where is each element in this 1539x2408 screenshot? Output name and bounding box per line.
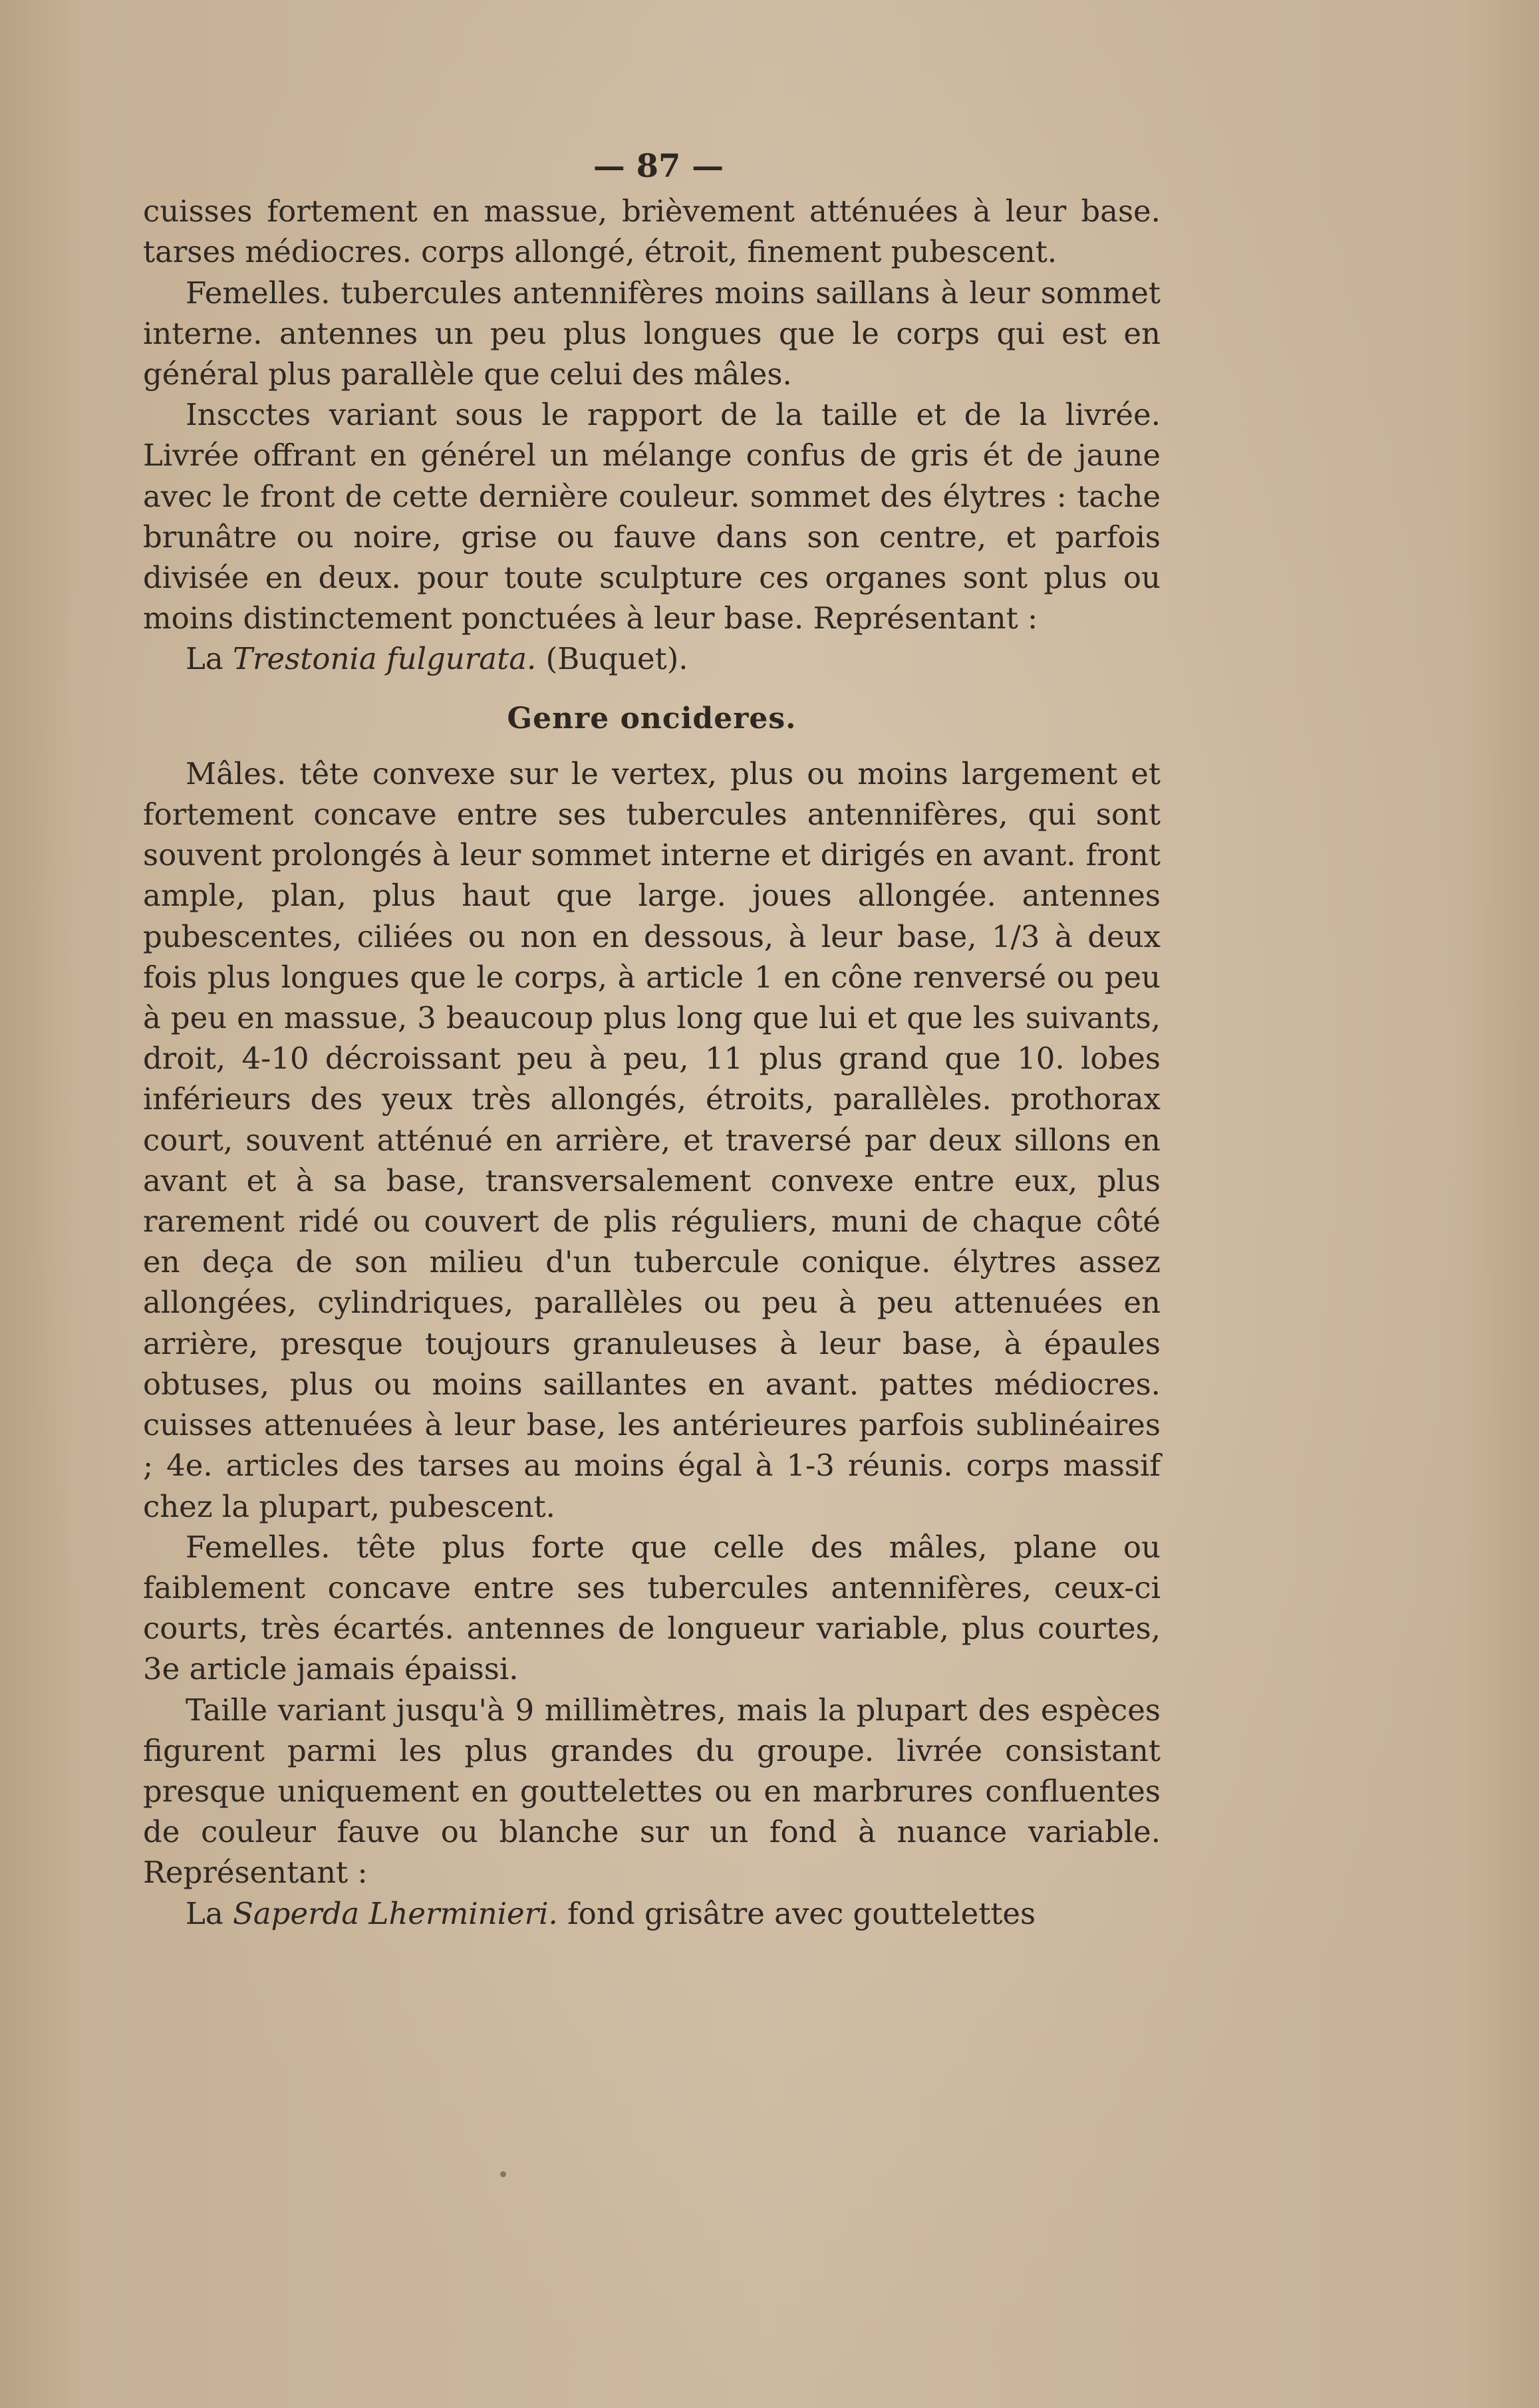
representative-saperda <box>143 1893 1161 1934</box>
representative-author: (Buquet). <box>536 641 688 677</box>
representative-latin-name: Trestonia fulgurata. <box>233 641 537 677</box>
representative-description: fond grisâtre avec gouttelettes <box>557 1895 1036 1931</box>
paragraph-cuisses: cuisses fortement en massue, brièvement atténuées à leur base. tarses médiocres. corps allongé, étroit, finement pubescent. <box>143 194 1161 270</box>
paper-speck <box>500 2171 506 2177</box>
representative-prefix: La <box>186 641 233 677</box>
page-number: — 87 — <box>593 148 724 185</box>
paragraph-femelles-1: Femelles. tubercules antennifères moins saillans à leur sommet interne. antennes un peu plus longues que le corps qui est en général plus parallèle que celui des mâles. <box>143 275 1161 392</box>
paragraph-males: Mâles. tête convexe sur le vertex, plus ou moins largement et fortement concave entre ses tubercules antennifères, qui sont souvent prolongés à leur sommet interne et dirigés en avant. front ample, plan, plus haut que large. joues allongée. antennes pubescentes, ciliées ou non en dessous, à leur base, 1/3 à deux fois plus longues que le corps, à article 1 en cône renversé ou peu à peu en massue, 3 beaucoup plus long que lui et que les suivants, droit, 4-10 décroissant peu à peu, 11 plus grand que 10. lobes inférieurs des yeux très allongés, étroits, parallèles. prothorax court, souvent atténué en arrière, et traversé par deux sillons en avant et à sa base, transversalement convexe entre eux, plus rarement ridé ou couvert de plis réguliers, muni de chaque côté en deça de son milieu d'un tubercule conique. élytres assez allongées, cylindriques, parallèles ou peu à peu attenuées en arrière, presque toujours granuleuses à leur base, à épaules obtuses, plus ou moins saillantes en avant. pattes médiocres. cuisses attenuées à leur base, les antérieures parfois sublinéaires ; 4e. articles des tarses au moins égal à 1-3 réunis. corps massif chez la plupart, pubescent. <box>143 755 1161 1524</box>
representative-trestonia <box>143 638 1161 679</box>
page-text <box>143 146 1161 1934</box>
paragraph-insectes: Inscctes variant sous le rapport de la taille et de la livrée. Livrée offrant en générel un mélange confus de gris ét de jaune avec le front de cette dernière couleur. sommet des élytres : tache brunâtre ou noire, grise ou fauve dans son centre, et parfois divisée en deux. pour toute sculpture ces organes sont plus ou moins distinctement ponctuées à leur base. Représentant : <box>143 397 1161 636</box>
representative-prefix: La <box>186 1895 233 1931</box>
genus-heading: Genre oncideres. <box>507 701 797 736</box>
representative-latin-name: Saperda Lherminieri. <box>233 1895 558 1931</box>
paragraph-taille: Taille variant jusqu'à 9 millimètres, mais la plupart des espèces figurent parmi les plus grandes du groupe. livrée consistant presque uniquement en gouttelettes ou en marbrures confluentes de couleur fauve ou blanche sur un fond à nuance variable. Représentant : <box>143 1692 1161 1891</box>
paragraph-femelles-2: Femelles. tête plus forte que celle des mâles, plane ou faiblement concave entre ses tubercules antennifères, ceux-ci courts, très écartés. antennes de longueur variable, plus courtes, 3e article jamais épaissi. <box>143 1529 1161 1687</box>
